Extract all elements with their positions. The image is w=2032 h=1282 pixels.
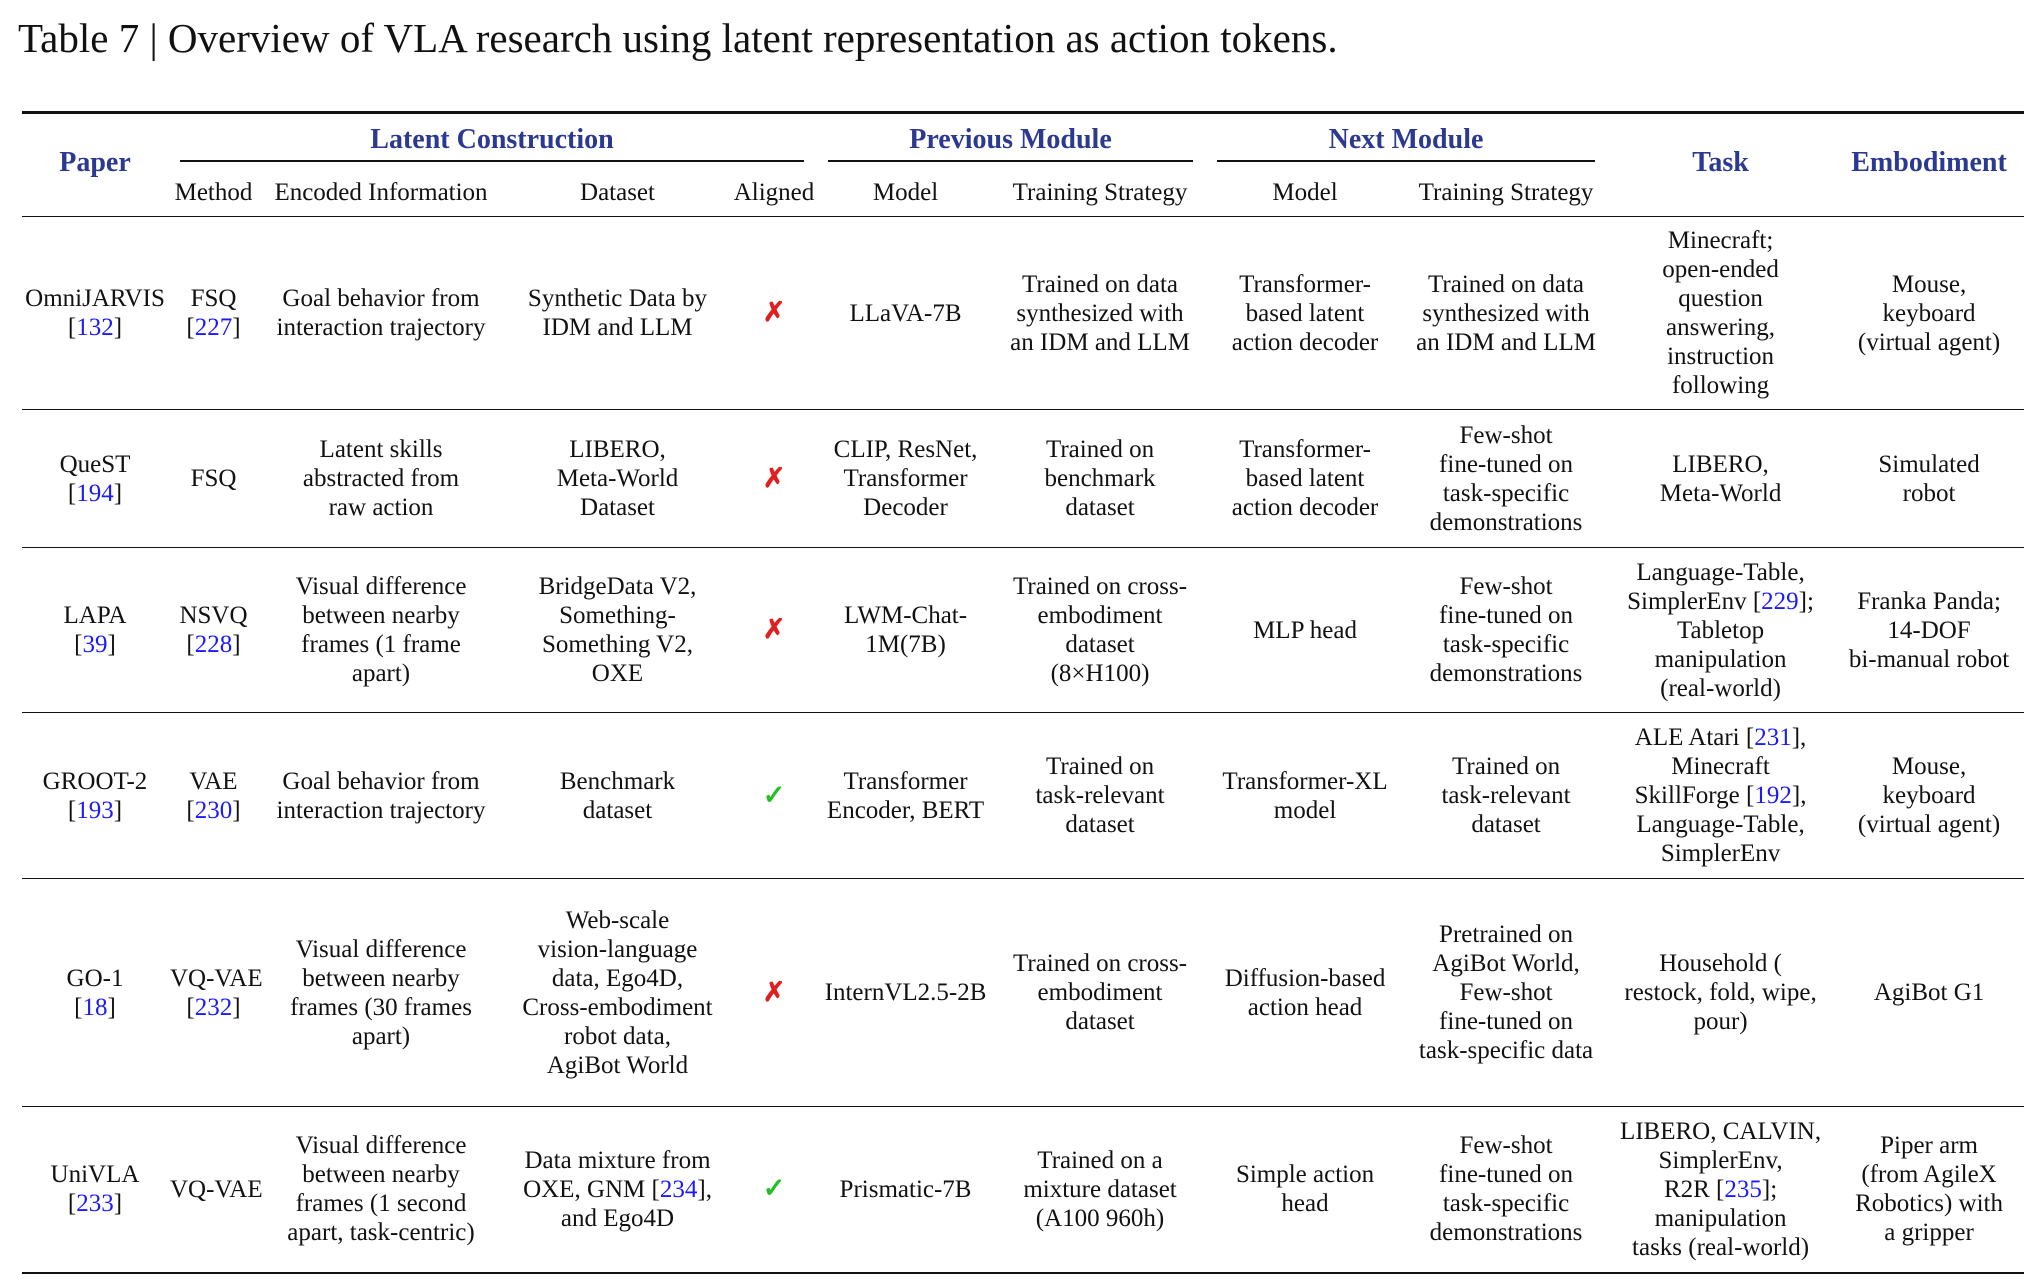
cell-line: demonstrations <box>1429 508 1583 536</box>
cell-aligned <box>732 1107 816 1273</box>
citation-link[interactable]: [ 228 ] <box>186 631 240 658</box>
cell-line: and Ego4D <box>560 1204 675 1232</box>
cell-line: data, Ego4D, <box>551 964 684 992</box>
cell-encoded <box>259 217 503 410</box>
cell-dataset <box>503 713 732 879</box>
cell-method <box>168 217 259 410</box>
cell-embodiment <box>1834 410 2024 548</box>
cell-aligned <box>732 713 816 879</box>
cell-text: , <box>1800 724 1807 751</box>
cell-next-training <box>1405 410 1607 548</box>
cell-line: action decoder <box>1231 494 1379 521</box>
cell-line: Synthetic Data by <box>527 285 708 312</box>
cell-line: Meta-World <box>556 465 679 492</box>
cell-line: manipulation <box>1654 1204 1787 1232</box>
cell-line: answering, <box>1666 314 1776 341</box>
cell-method <box>168 713 259 879</box>
cell-line: CLIP, ResNet, <box>833 436 978 463</box>
cell-line: Household ( <box>1659 950 1782 977</box>
vla-latent-action-table <box>22 111 2024 1274</box>
cell-line: manipulation <box>1654 645 1787 673</box>
cell-text: , <box>1800 782 1807 809</box>
cell-line: synthesized with <box>1422 299 1590 327</box>
cell-line: LAPA <box>63 602 127 629</box>
cell-prev-training <box>995 879 1205 1107</box>
cell-line: task-specific data <box>1418 1037 1594 1064</box>
cell-line: bi-manual robot <box>1848 645 2010 673</box>
cell-line: (virtual agent) <box>1857 811 2001 838</box>
cell-line: Simulated <box>1878 450 1980 478</box>
citation-link[interactable]: [ 193 ] <box>68 797 122 824</box>
cell-aligned <box>732 217 816 410</box>
cell-text: ; <box>1770 1175 1778 1203</box>
cell-line: (8×H100) <box>1050 660 1150 687</box>
cell-line: embodiment <box>1037 602 1163 629</box>
cell-line: dataset <box>1065 631 1135 658</box>
cell-next-model <box>1205 713 1405 879</box>
cell-line: interaction trajectory <box>276 796 486 824</box>
cell-task <box>1607 410 1834 548</box>
cell-line: Data mixture from <box>524 1146 711 1174</box>
cell-line: demonstrations <box>1429 660 1583 687</box>
cell-line: Tabletop <box>1676 616 1765 644</box>
cell-line: pour) <box>1693 1008 1748 1035</box>
cell-line: Minecraft <box>1671 753 1770 780</box>
cell-dataset <box>503 1107 732 1273</box>
cell-line: LIBERO, <box>569 436 666 463</box>
cell-line <box>170 313 257 342</box>
cell-text: ; <box>1806 587 1814 615</box>
cell-paper <box>22 548 168 713</box>
header-previous-module <box>816 113 1205 169</box>
citation-link[interactable]: [ 194 ] <box>68 480 122 507</box>
cell-line: interaction trajectory <box>276 314 486 341</box>
cell-task <box>1607 548 1834 713</box>
cell-line: mixture dataset <box>1023 1175 1177 1203</box>
cell-line <box>1609 1175 1832 1204</box>
cell-line: OXE <box>591 660 644 687</box>
cell-line: robot <box>1902 479 1956 507</box>
cell-line <box>24 796 166 825</box>
cell-line: Pretrained on <box>1439 921 1574 948</box>
cell-line <box>24 479 166 508</box>
cell-text: SimplerEnv <box>1627 587 1753 615</box>
cell-line: NSVQ <box>179 602 248 629</box>
cell-line: Trained on a <box>1037 1146 1163 1174</box>
citation-link[interactable]: [ 234 ] <box>652 1176 706 1203</box>
subheader-next-training-strategy: Training Strategy <box>1418 178 1594 206</box>
cell-line: MLP head <box>1253 616 1357 644</box>
cell-line: OmniJARVIS <box>25 285 165 312</box>
cell-line: VQ-VAE <box>170 1175 263 1203</box>
cell-line: Transformer- <box>1239 436 1371 463</box>
cell-paper <box>22 879 168 1107</box>
cell-encoded <box>259 1107 503 1273</box>
cell-line: Simple action <box>1235 1161 1375 1189</box>
cell-aligned <box>732 548 816 713</box>
cell-next-model <box>1205 879 1405 1107</box>
cell-line: Visual difference <box>295 935 467 963</box>
cell-line: Few-shot <box>1459 573 1553 600</box>
cell-line: Trained on data <box>1428 270 1585 298</box>
cell-line: (A100 960h) <box>1035 1204 1165 1232</box>
cell-line: Transformer-XL <box>1222 767 1388 795</box>
subheader-previous-model: Model <box>872 178 939 206</box>
cell-text: , <box>705 1175 712 1203</box>
cell-line: restock, fold, wipe, <box>1624 979 1817 1006</box>
cell-next-model <box>1205 1107 1405 1273</box>
subheader-encoded-information: Encoded Information <box>274 178 488 206</box>
cross-icon: ✗ <box>762 614 786 644</box>
cell-line: LLaVA-7B <box>849 299 962 327</box>
cell-dataset <box>503 548 732 713</box>
cell-line: apart) <box>351 660 411 687</box>
cell-line: an IDM and LLM <box>1010 328 1190 356</box>
header-next-module-label: Next Module <box>1217 125 1595 162</box>
cell-next-training <box>1405 217 1607 410</box>
cell-text: SkillForge <box>1634 782 1747 809</box>
cell-line: Language-Table, <box>1636 811 1805 838</box>
cell-line: LIBERO, CALVIN, <box>1619 1117 1822 1145</box>
cell-line: head <box>1281 1190 1329 1218</box>
cell-line: Dataset <box>580 494 655 521</box>
cell-line: FSQ <box>190 465 237 492</box>
cell-method <box>168 548 259 713</box>
cell-aligned <box>732 410 816 548</box>
cell-line: Trained on data <box>1022 270 1179 298</box>
cell-line: SimplerEnv <box>1660 840 1781 867</box>
cell-line: apart, task-centric) <box>287 1219 475 1247</box>
cell-line: AgiBot World <box>546 1051 689 1079</box>
cell-paper <box>22 217 168 410</box>
cell-line: tasks (real-world) <box>1632 1233 1810 1261</box>
cell-line: 1M(7B) <box>865 631 946 658</box>
cell-line: raw action <box>328 494 434 521</box>
cell-aligned <box>732 879 816 1107</box>
cell-line <box>1609 587 1832 616</box>
cell-line: LWM-Chat- <box>843 602 968 629</box>
cell-prev-training <box>995 410 1205 548</box>
cell-method <box>168 879 263 1107</box>
cell-line: keyboard <box>1882 782 1976 809</box>
cell-line: model <box>1273 796 1337 824</box>
cell-line: fine-tuned on <box>1439 602 1574 629</box>
cell-prev-training <box>995 217 1205 410</box>
cell-line: demonstrations <box>1429 1219 1583 1247</box>
citation-link[interactable]: [ 231 ] <box>1746 724 1800 751</box>
cell-next-training <box>1405 879 1607 1107</box>
cell-line: SimplerEnv, <box>1658 1146 1783 1174</box>
cell-line: dataset <box>1065 494 1135 521</box>
cell-line: Visual difference <box>295 573 467 600</box>
subheader-next-model: Model <box>1272 178 1338 206</box>
cross-icon: ✗ <box>762 462 786 493</box>
cell-text: OXE, GNM <box>523 1175 652 1203</box>
cell-line: Piper arm <box>1880 1132 1978 1160</box>
cell-line: (real-world) <box>1660 674 1781 702</box>
cell-line: QueST <box>59 450 131 478</box>
cell-line: Decoder <box>863 494 948 521</box>
cell-line: between nearby <box>302 964 460 992</box>
cell-line: AgiBot World, <box>1432 950 1580 977</box>
cell-prev-model <box>816 548 995 713</box>
cell-line: Benchmark <box>559 767 676 795</box>
cell-line: dataset <box>1471 811 1541 838</box>
cell-line: AgiBot G1 <box>1873 979 1985 1006</box>
cell-line: Web-scale <box>565 906 670 934</box>
cell-line: action head <box>1247 993 1363 1021</box>
cell-line: Mouse, <box>1891 270 1967 298</box>
cell-line: Transformer <box>843 465 968 492</box>
cell-line: based latent <box>1245 465 1365 492</box>
cell-line: dataset <box>1065 1008 1135 1035</box>
cell-next-model <box>1205 548 1405 713</box>
citation-link[interactable]: [ 227 ] <box>186 314 240 341</box>
cell-line: (virtual agent) <box>1857 328 2001 356</box>
cell-line: task-relevant <box>1441 782 1571 809</box>
subheader-aligned: Aligned <box>733 178 815 206</box>
cell-dataset <box>503 879 732 1107</box>
cell-line: question <box>1678 285 1763 312</box>
cell-line: 14-DOF <box>1887 616 1971 644</box>
cell-line: Trained on <box>1045 753 1155 780</box>
cell-line: fine-tuned on <box>1439 1161 1574 1189</box>
cell-line: task-relevant <box>1035 782 1165 809</box>
cell-line: Robotics) with <box>1855 1190 2003 1218</box>
cell-next-training <box>1405 1107 1607 1273</box>
cell-line: following <box>1671 372 1770 399</box>
cell-line: GO-1 <box>66 964 124 992</box>
cell-prev-training <box>995 713 1205 879</box>
cell-line: fine-tuned on <box>1439 450 1574 478</box>
cell-line: Few-shot <box>1459 979 1553 1006</box>
cell-prev-model <box>816 713 995 879</box>
cell-line: Latent skills <box>319 436 443 463</box>
cell-text: ALE Atari <box>1634 724 1746 751</box>
checkmark-icon: ✓ <box>762 779 786 810</box>
cell-line: dataset <box>1065 811 1135 838</box>
cell-embodiment <box>1834 879 2024 1107</box>
cell-line: robot data, <box>564 1022 671 1050</box>
table-row <box>22 1107 2024 1273</box>
cell-line <box>24 630 166 659</box>
cell-line: task-specific <box>1442 631 1570 658</box>
cell-line: UniVLA <box>50 1161 140 1189</box>
cell-line <box>24 313 166 342</box>
cell-line: Minecraft; <box>1667 227 1774 254</box>
cell-paper <box>22 410 168 548</box>
cell-line: frames (1 second <box>295 1190 467 1218</box>
citation-link[interactable]: [ 233 ] <box>68 1190 122 1217</box>
cell-text: R2R <box>1663 1175 1717 1203</box>
cell-line: Transformer- <box>1239 270 1371 298</box>
cell-line <box>24 993 166 1022</box>
cell-prev-model <box>816 879 995 1107</box>
table-row <box>22 713 2024 879</box>
cell-dataset <box>503 410 732 548</box>
cell-task <box>1607 217 1834 410</box>
citation-link[interactable]: [ 18 ] <box>74 994 116 1021</box>
cell-line: (from AgileX <box>1861 1161 1997 1189</box>
cell-line <box>1609 781 1832 810</box>
cell-line: apart) <box>351 1022 411 1050</box>
subheader-dataset: Dataset <box>580 178 655 206</box>
cell-line: VAE <box>189 767 238 795</box>
cell-line: Goal behavior from <box>282 285 480 312</box>
header-paper: Paper <box>59 146 131 178</box>
cell-prev-model <box>816 1107 995 1273</box>
cell-line: Language-Table, <box>1636 558 1805 586</box>
cell-line: InternVL2.5-2B <box>824 979 987 1006</box>
cell-line <box>170 993 257 1022</box>
cell-line: Trained on <box>1045 436 1155 463</box>
cell-line: Trained on cross- <box>1012 573 1188 600</box>
cell-line: Encoder, BERT <box>826 796 985 824</box>
cell-line: Goal behavior from <box>282 767 480 795</box>
cell-line: Meta-World <box>1659 479 1782 507</box>
cell-line: Something V2, <box>542 631 693 658</box>
cell-task <box>1607 879 1834 1107</box>
cell-prev-model <box>816 410 995 548</box>
cell-line: Trained on cross- <box>1012 950 1188 977</box>
cell-next-model <box>1205 217 1405 410</box>
header-latent-construction-label: Latent Construction <box>180 125 804 162</box>
cell-line: Transformer <box>843 767 968 795</box>
cell-line: dataset <box>582 796 653 824</box>
cell-line: task-specific <box>1442 479 1570 507</box>
header-next-module <box>1205 113 1607 169</box>
cell-line: Few-shot <box>1459 1132 1553 1160</box>
cell-line <box>24 1189 166 1218</box>
cell-line: a gripper <box>1884 1219 1974 1247</box>
header-latent-construction <box>168 113 816 169</box>
cell-paper <box>22 1107 168 1273</box>
cell-line: fine-tuned on <box>1439 1008 1574 1035</box>
citation-link[interactable]: [ 39 ] <box>74 631 116 658</box>
citation-link[interactable]: [ 232 ] <box>186 994 240 1021</box>
cell-line: synthesized with <box>1016 299 1184 327</box>
table-row <box>22 879 2024 1107</box>
cell-line: Visual difference <box>295 1132 467 1160</box>
table-row <box>22 548 2024 713</box>
cell-line: GROOT-2 <box>42 767 148 795</box>
cell-line: embodiment <box>1037 979 1163 1006</box>
cell-prev-training <box>995 548 1205 713</box>
cell-method <box>168 1107 263 1273</box>
cell-line: vision-language <box>537 935 698 963</box>
cell-line: benchmark <box>1044 465 1156 492</box>
cell-line: Diffusion-based <box>1224 964 1386 992</box>
cell-task <box>1607 713 1834 879</box>
cell-line: Something- <box>559 602 676 629</box>
cell-encoded <box>259 713 503 879</box>
citation-link[interactable]: [ 192 ] <box>1746 782 1800 809</box>
cell-next-training <box>1405 548 1607 713</box>
cell-embodiment <box>1834 548 2024 713</box>
cell-embodiment <box>1834 713 2024 879</box>
cell-embodiment <box>1834 1107 2024 1273</box>
cell-line: an IDM and LLM <box>1416 328 1596 356</box>
cell-line: based latent <box>1245 299 1365 327</box>
cell-task <box>1607 1107 1834 1273</box>
cell-encoded <box>259 879 503 1107</box>
table-row <box>22 410 2024 548</box>
cross-icon: ✗ <box>762 297 786 327</box>
cell-line: IDM and LLM <box>542 314 693 341</box>
cell-line <box>1609 723 1832 752</box>
cell-prev-model <box>816 217 995 410</box>
cell-prev-training <box>995 1107 1205 1273</box>
checkmark-icon: ✓ <box>762 1173 786 1204</box>
cell-embodiment <box>1834 217 2024 410</box>
cell-paper <box>22 713 168 879</box>
cell-encoded <box>259 410 503 548</box>
cell-line: Mouse, <box>1891 753 1967 780</box>
citation-link[interactable]: [ 230 ] <box>186 797 240 824</box>
cell-line: Few-shot <box>1459 421 1553 449</box>
citation-link[interactable]: [ 229 ] <box>1753 588 1807 615</box>
cell-line: frames (30 frames <box>290 993 472 1021</box>
cell-line: between nearby <box>302 1161 460 1189</box>
cell-encoded <box>259 548 503 713</box>
cell-line: Trained on <box>1451 753 1561 780</box>
cell-line <box>170 796 257 825</box>
cell-line: abstracted from <box>302 465 460 492</box>
cell-line: action decoder <box>1231 328 1379 356</box>
cell-line <box>170 630 257 659</box>
cell-next-model <box>1205 410 1405 548</box>
citation-link[interactable]: [ 235 ] <box>1716 1176 1770 1203</box>
cell-line: open-ended <box>1662 256 1779 283</box>
cell-line: keyboard <box>1882 299 1976 327</box>
cell-line: Cross-embodiment <box>522 993 713 1021</box>
cell-next-training <box>1405 713 1607 879</box>
table-body <box>22 217 2024 1273</box>
header-previous-module-label: Previous Module <box>828 125 1193 162</box>
cell-line: FSQ <box>190 285 237 312</box>
cell-line: Franka Panda; <box>1857 587 2001 615</box>
cell-line: BridgeData V2, <box>538 573 697 600</box>
cross-icon: ✗ <box>762 976 786 1007</box>
cell-line: Prismatic-7B <box>839 1175 972 1203</box>
citation-link[interactable]: [ 132 ] <box>68 314 122 341</box>
subheader-previous-training-strategy: Training Strategy <box>1012 178 1188 206</box>
cell-method <box>168 410 259 548</box>
cell-line: frames (1 frame <box>301 631 461 658</box>
subheader-method: Method <box>174 178 253 206</box>
cell-line: task-specific <box>1442 1190 1570 1218</box>
table-caption: Table 7 | Overview of VLA research using latent representation as action tokens. <box>18 15 1338 61</box>
cell-line <box>505 1175 730 1204</box>
header-task: Task <box>1692 146 1749 178</box>
cell-line: between nearby <box>302 602 460 629</box>
cell-dataset <box>503 217 732 410</box>
cell-line: LIBERO, <box>1672 450 1769 478</box>
table-row <box>22 217 2024 410</box>
header-embodiment: Embodiment <box>1851 146 2007 178</box>
cell-line: instruction <box>1667 343 1775 370</box>
cell-line: VQ-VAE <box>170 964 263 992</box>
